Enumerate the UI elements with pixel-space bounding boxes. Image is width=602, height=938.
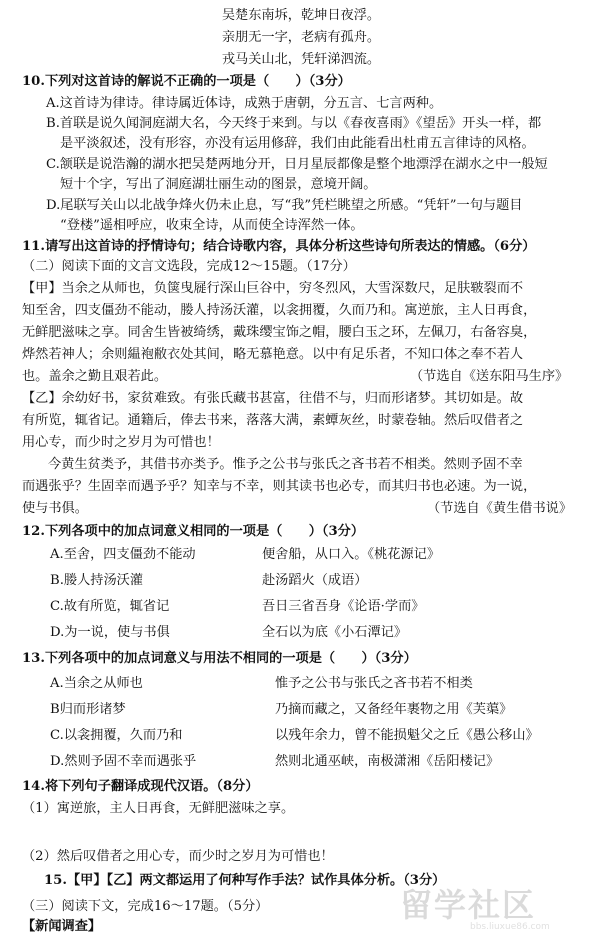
q12-option-c-right: 吾日三省吾身《论语·学而》 bbox=[262, 599, 425, 614]
passage-jia-line5: 也。盖余之勤且艰若此。 bbox=[22, 369, 168, 384]
q12-stem: 12.下列各项中的加点词意义相同的一项是（ ）（3分） bbox=[22, 524, 365, 539]
q11-stem: 11.请写出这首诗的抒情诗句；结合诗歌内容，具体分析这些诗句所表达的情感。（6分） bbox=[22, 239, 536, 254]
passage-yi-source: （节选自《黄生借书说》 bbox=[427, 501, 573, 516]
site-watermark-logo bbox=[392, 884, 592, 932]
q13-option-b-left: B归而形诸梦 bbox=[50, 702, 126, 717]
q10-option-c-line2: 短十个字，写出了洞庭湖壮丽生动的图景，意境开阔。 bbox=[60, 177, 377, 192]
passage-yi-line5: 而遇张乎？生固幸而遇予乎？知幸与不幸，则其读书也必专，而其归书也必速。为一说， bbox=[22, 479, 537, 494]
q13-option-c-right: 以残年余力，曾不能损魁父之丘《愚公移山》 bbox=[275, 728, 539, 743]
q14-sentence-2: （2）然后叹借者之用心专，而少时之岁月为可惜也！ bbox=[22, 849, 334, 864]
q12-option-b-right: 赴汤蹈火（成语） bbox=[262, 573, 368, 588]
q12-option-a-left: A.至舍，四支僵劲不能动 bbox=[50, 547, 196, 562]
q12-option-d-left: D.为一说，使与书俱 bbox=[50, 625, 170, 640]
passage-jia-source: （节选自《送东阳马生序》 bbox=[410, 369, 569, 384]
q10-option-d-line1: D.尾联写关山以北战争烽火仍未止息，写“我”凭栏眺望之所感。“凭轩”一句与题目 bbox=[46, 198, 523, 213]
q10-option-c-line1: C.颔联是说浩瀚的湖水把吴楚两地分开，日月星辰都像是整个地漂浮在湖水之中一般短 bbox=[46, 157, 548, 172]
passage-yi-line3: 用心专，而少时之岁月为可惜也！ bbox=[22, 435, 220, 450]
section-3-heading: （三）阅读下文，完成16～17题。（5分） bbox=[22, 899, 269, 914]
passage-yi-line2: 有所览，辄省记。通籍后，俸去书来，落落大满，素蟫灰丝，时蒙卷轴。然后叹借者之 bbox=[22, 413, 524, 428]
q13-option-a-right: 惟予之公书与张氏之吝书若不相类 bbox=[275, 676, 473, 691]
passage-yi-line1: 【乙】余幼好书，家贫难致。有张氏藏书甚富，往借不与，归而形诸梦。其切如是。故 bbox=[22, 391, 524, 406]
q10-option-d-line2: “登楼”遥相呼应，收束全诗，从而使全诗浑然一体。 bbox=[60, 218, 364, 233]
q13-stem: 13.下列各项中的加点词意义与用法不相同的一项是（ ）（3分） bbox=[22, 651, 417, 666]
q12-option-d-right: 全石以为底《小石潭记》 bbox=[262, 625, 408, 640]
q10-option-a: A.这首诗为律诗。律诗属近体诗，成熟于唐朝，分五言、七言两种。 bbox=[46, 96, 443, 111]
section-2-heading: （二）阅读下面的文言文选段，完成12～15题。（17分） bbox=[22, 259, 356, 274]
passage-jia-line4: 烨然若神人；余则緼袍敝衣处其间，略无慕艳意。以中有足乐者，不知口体之奉不若人 bbox=[22, 347, 524, 362]
passage-jia-line2: 知至舍，四支僵劲不能动，媵人持汤沃灌，以衾拥覆，久而乃和。寓逆旅，主人日再食， bbox=[22, 303, 537, 318]
watermark-brand: 留学社区 bbox=[400, 886, 537, 924]
passage-yi-line4: 今黄生贫类予，其借书亦类予。惟予之公书与张氏之吝书若不相类。然则予固不幸 bbox=[48, 457, 523, 472]
q12-option-b-left: B.媵人持汤沃灌 bbox=[50, 573, 144, 588]
q10-stem: 10.下列对这首诗的解说不正确的一项是（ ）（3分） bbox=[22, 74, 351, 89]
q12-option-c-left: C.故有所览，辄省记 bbox=[50, 599, 170, 614]
passage-jia-line1: 【甲】当余之从师也，负箧曳屣行深山巨谷中，穷冬烈风，大雪深数尺，足肤皲裂而不 bbox=[22, 281, 524, 296]
q13-option-d-left: D.然则予固不幸而遇张乎 bbox=[50, 754, 197, 769]
q14-stem: 14.将下列句子翻译成现代汉语。（8分） bbox=[22, 779, 259, 794]
q13-option-b-right: 乃摘而藏之，又备经年裹物之用《芙蕖》 bbox=[275, 702, 513, 717]
q10-option-b-line2: 是平淡叙述，没有形容，亦没有运用修辞，我们由此能看出杜甫五言律诗的风格。 bbox=[60, 136, 535, 151]
poem-line-3: 戎马关山北，凭轩涕泗流。 bbox=[221, 52, 381, 67]
q12-option-a-right: 便舍船，从口入。《桃花源记》 bbox=[262, 547, 441, 562]
q13-option-c-left: C.以衾拥覆，久而乃和 bbox=[50, 728, 183, 743]
q14-sentence-1: （1）寓逆旅，主人日再食，无鲜肥滋味之享。 bbox=[22, 801, 295, 816]
watermark-url: bbs.liuxue86.com bbox=[470, 922, 550, 932]
q13-option-d-right: 然则北通巫峡，南极潇湘《岳阳楼记》 bbox=[275, 754, 500, 769]
passage-yi-line6: 使与书俱。 bbox=[22, 501, 88, 516]
q10-option-b-line1: B.首联是说久闻洞庭湖大名，今天终于来到。与以《春夜喜雨》《望岳》开头一样，都 bbox=[46, 116, 542, 131]
news-survey-heading: 【新闻调查】 bbox=[22, 919, 102, 934]
q15-stem: 15.【甲】【乙】两文都运用了何种写作手法？试作具体分析。（3分） bbox=[44, 873, 446, 888]
poem-line-2: 亲朋无一字，老病有孤舟。 bbox=[221, 30, 381, 45]
q13-option-a-left: A.当余之从师也 bbox=[50, 676, 143, 691]
poem-line-1: 吴楚东南坼，乾坤日夜浮。 bbox=[221, 8, 381, 23]
passage-jia-line3: 无鲜肥滋味之享。同舍生皆被绮绣，戴珠缨宝饰之帽，腰白玉之环，左佩刀，右备容臭， bbox=[22, 325, 537, 340]
